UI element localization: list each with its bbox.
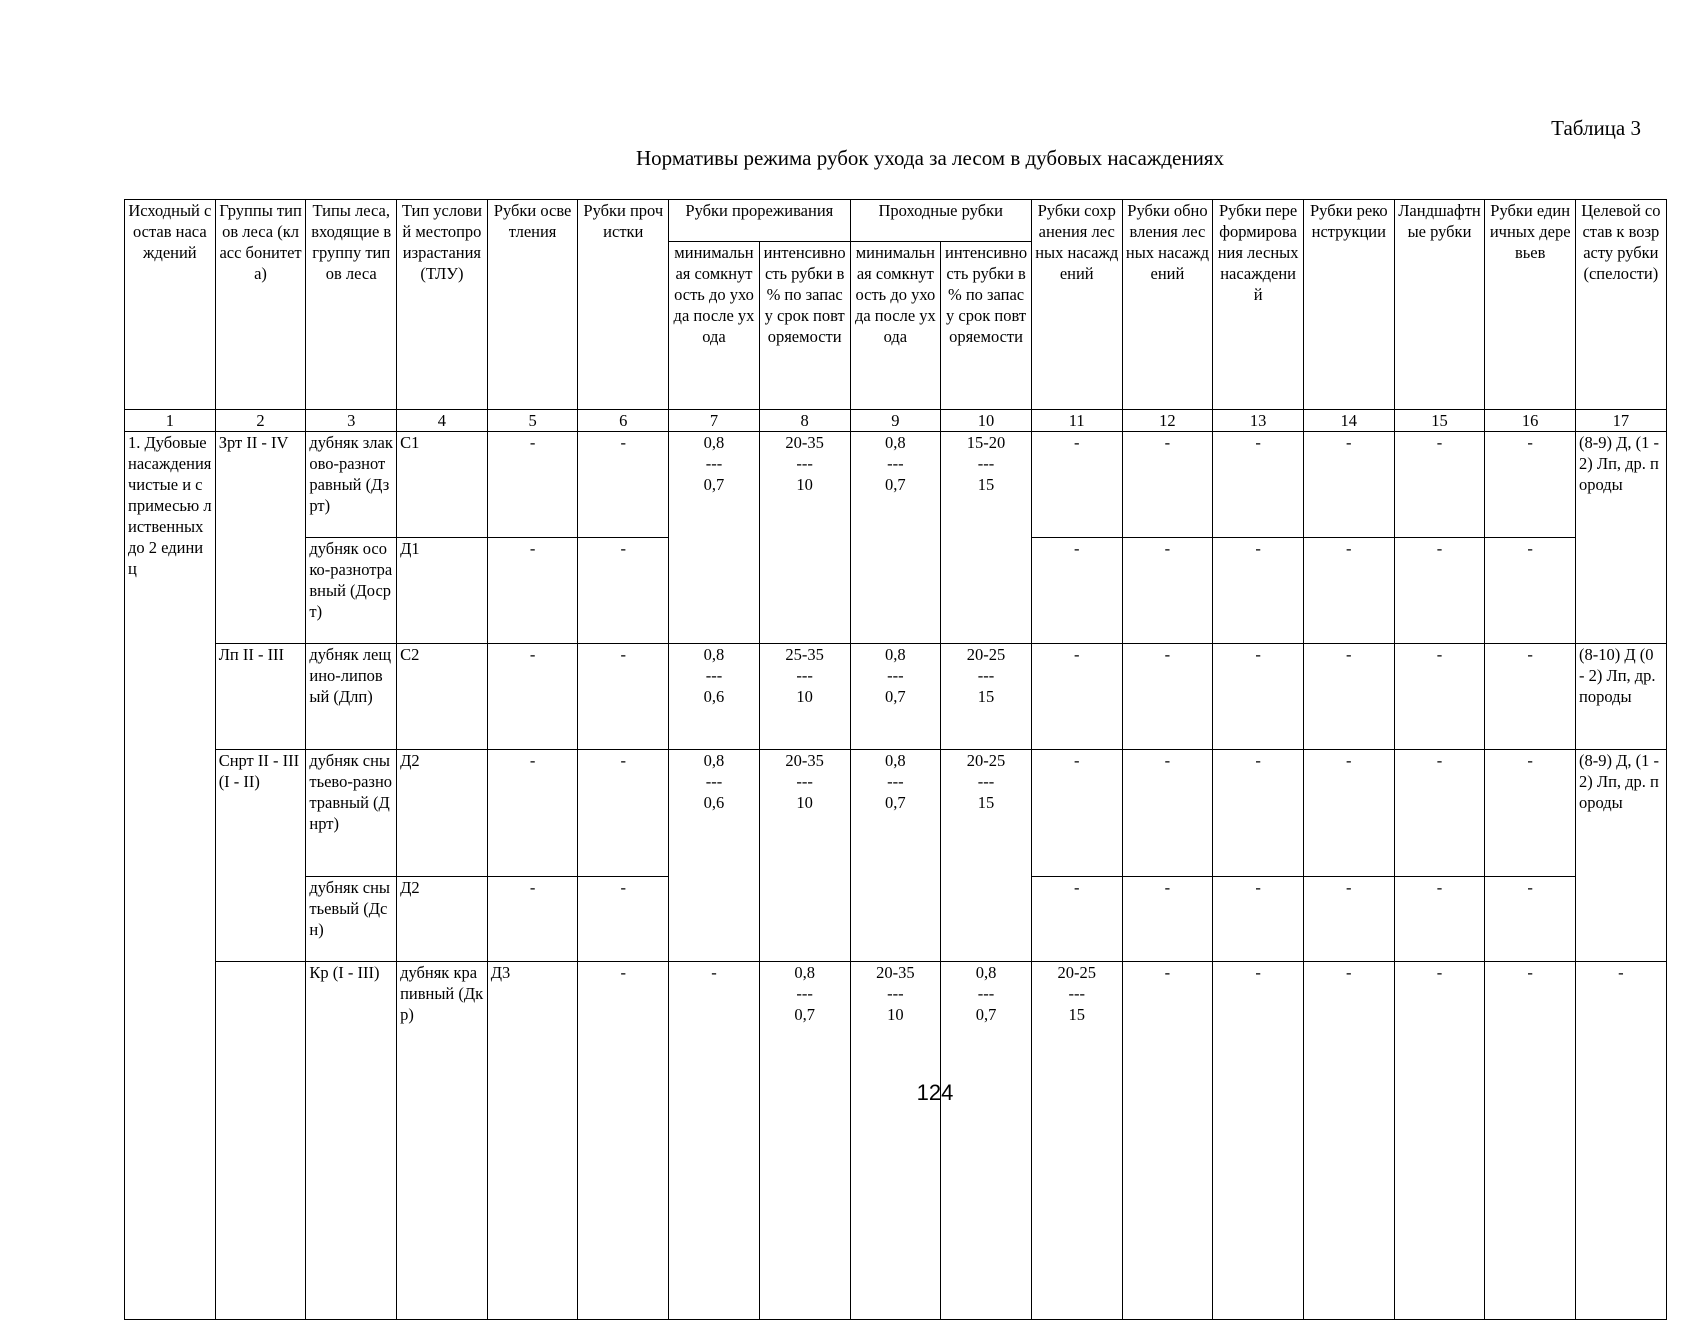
fraction-cell: 25-35 --- 10 [759, 644, 850, 750]
dash-cell: - [578, 962, 669, 1320]
fraction-cell: 0,8 --- 0,7 [850, 644, 941, 750]
dash-cell: - [1122, 962, 1213, 1320]
fraction-cell: 0,8 --- 0,7 [850, 432, 941, 644]
header-cell: минимальная сомкнутость до ухода после ухода [669, 242, 760, 410]
header-cell: Типы леса, входящие в группу типов леса [306, 200, 397, 410]
forest-type-cell: дубняк снытьевый (Дсн) [306, 877, 397, 962]
column-number: 6 [578, 410, 669, 432]
norms-table [124, 199, 1667, 1320]
dash-cell: - [1303, 877, 1394, 962]
dash-cell: - [1303, 538, 1394, 644]
header-cell: Ландшафтные рубки [1394, 200, 1485, 410]
header-cell: интенсивность рубки в % по запасу срок повторяемости [941, 242, 1032, 410]
header-cell: Рубки обновления лесных насаждений [1122, 200, 1213, 410]
header-cell: Тип условий местопроизрастания (ТЛУ) [397, 200, 488, 410]
dash-cell: - [487, 750, 578, 877]
column-number: 2 [215, 410, 306, 432]
header-cell: Целевой состав к возрасту рубки (спелости) [1576, 200, 1667, 410]
dash-cell: - [1394, 962, 1485, 1320]
dash-cell: - [578, 538, 669, 644]
dash-cell: - [1213, 877, 1304, 962]
fraction-cell: 20-25 --- 15 [1031, 962, 1122, 1320]
column-number: 8 [759, 410, 850, 432]
dash-cell: - [578, 750, 669, 877]
target-composition-cell: (8-9) Д, (1 - 2) Лп, др. породы [1576, 432, 1667, 644]
fraction-cell: 20-25 --- 15 [941, 644, 1032, 750]
column-number: 12 [1122, 410, 1213, 432]
tlu-cell: Д1 [397, 538, 488, 644]
fraction-cell: 0,8 --- 0,7 [669, 432, 760, 644]
dash-cell: - [1122, 644, 1213, 750]
header-cell: Рубки сохранения лесных насаждений [1031, 200, 1122, 410]
dash-cell: - [1303, 432, 1394, 538]
dash-cell: - [1031, 750, 1122, 877]
column-number: 10 [941, 410, 1032, 432]
forest-type-cell: дубняк крапивный (Дкр) [397, 962, 488, 1320]
fraction-cell: 20-35 --- 10 [850, 962, 941, 1320]
dash-cell: - [578, 644, 669, 750]
fraction-cell: 15-20 --- 15 [941, 432, 1032, 644]
forest-type-cell: дубняк осоко-разнотравный (Досрт) [306, 538, 397, 644]
dash-cell: - [1485, 962, 1576, 1320]
dash-cell: - [1394, 750, 1485, 877]
dash-cell: - [1122, 877, 1213, 962]
fraction-cell: 20-25 --- 15 [941, 750, 1032, 962]
fraction-cell: 20-35 --- 10 [759, 750, 850, 962]
table-row [125, 432, 1667, 538]
column-number: 13 [1213, 410, 1304, 432]
dash-cell: - [1485, 432, 1576, 538]
fraction-cell: 20-35 --- 10 [759, 432, 850, 644]
column-number: 16 [1485, 410, 1576, 432]
header-cell: Группы типов леса (класс бонитета) [215, 200, 306, 410]
dash-cell: - [1394, 538, 1485, 644]
fraction-cell: 0,8 --- 0,6 [669, 750, 760, 962]
dash-cell: - [1122, 750, 1213, 877]
table-row [125, 962, 1667, 1320]
dash-cell: - [1394, 432, 1485, 538]
dash-cell: - [1213, 432, 1304, 538]
column-number: 7 [669, 410, 760, 432]
fraction-cell: 0,8 --- 0,7 [850, 750, 941, 962]
dash-cell: - [578, 432, 669, 538]
dash-cell: - [1485, 644, 1576, 750]
column-number: 15 [1394, 410, 1485, 432]
dash-cell: - [487, 644, 578, 750]
dash-cell: - [487, 538, 578, 644]
dash-cell: - [1213, 644, 1304, 750]
dash-cell: - [1576, 962, 1667, 1320]
dash-cell: - [487, 877, 578, 962]
forest-type-cell: дубняк снытьево-разнотравный (Днрт) [306, 750, 397, 877]
dash-cell: - [487, 432, 578, 538]
header-cell: минимальная сомкнутость до ухода после ухода [850, 242, 941, 410]
table-label: Таблица 3 [1551, 116, 1641, 140]
tlu-cell: Д3 [487, 962, 578, 1320]
dash-cell: - [1394, 877, 1485, 962]
dash-cell: - [1031, 877, 1122, 962]
dash-cell: - [578, 877, 669, 962]
header-cell: Проходные рубки [850, 200, 1031, 242]
header-cell: Рубки осветления [487, 200, 578, 410]
column-number: 1 [125, 410, 216, 432]
tlu-cell: Д2 [397, 750, 488, 877]
dash-cell: - [1122, 538, 1213, 644]
fraction-cell: 0,8 --- 0,7 [941, 962, 1032, 1320]
group-cell: Зрт II - IV [215, 432, 306, 644]
dash-cell: - [1485, 877, 1576, 962]
dash-cell: - [1213, 750, 1304, 877]
group-cell: Лп II - III [215, 644, 306, 750]
header-cell: Исходный состав насаждений [125, 200, 216, 410]
composition-cell: 1. Дубовые насаждения чистые и с примесью лиственных до 2 единиц [125, 432, 216, 1320]
table-row [125, 644, 1667, 750]
dash-cell: - [1485, 538, 1576, 644]
column-number: 3 [306, 410, 397, 432]
dash-cell: - [1031, 538, 1122, 644]
tlu-cell: С2 [397, 644, 488, 750]
column-numbers-row [125, 410, 1667, 432]
table-row [125, 750, 1667, 877]
tlu-cell: С1 [397, 432, 488, 538]
group-cell: Кр (I - III) [306, 962, 397, 1320]
dash-cell: - [669, 962, 760, 1320]
header-cell: Рубки прореживания [669, 200, 850, 242]
fraction-cell: 0,8 --- 0,7 [759, 962, 850, 1320]
header-cell: Рубки прочистки [578, 200, 669, 410]
group-cell: Снрт II - III (I - II) [215, 750, 306, 962]
header-cell: Рубки единичных деревьев [1485, 200, 1576, 410]
column-number: 5 [487, 410, 578, 432]
document-title: Нормативы режима рубок ухода за лесом в дубовых насаждениях [636, 146, 1224, 170]
composition-empty-cell [215, 962, 306, 1320]
dash-cell: - [1303, 962, 1394, 1320]
header-row [125, 200, 1667, 242]
forest-type-cell: дубняк злаково-разнотравный (Дзрт) [306, 432, 397, 538]
target-composition-cell: (8-10) Д (0 - 2) Лп, др. породы [1576, 644, 1667, 750]
column-number: 4 [397, 410, 488, 432]
column-number: 14 [1303, 410, 1394, 432]
dash-cell: - [1303, 750, 1394, 877]
dash-cell: - [1031, 432, 1122, 538]
tlu-cell: Д2 [397, 877, 488, 962]
dash-cell: - [1213, 538, 1304, 644]
dash-cell: - [1303, 644, 1394, 750]
header-cell: интенсивность рубки в % по запасу срок повторяемости [759, 242, 850, 410]
fraction-cell: 0,8 --- 0,6 [669, 644, 760, 750]
dash-cell: - [1394, 644, 1485, 750]
forest-type-cell: дубняк лещино-липовый (Длп) [306, 644, 397, 750]
dash-cell: - [1122, 432, 1213, 538]
target-composition-cell: (8-9) Д, (1 - 2) Лп, др. породы [1576, 750, 1667, 962]
header-cell: Рубки реконструкции [1303, 200, 1394, 410]
dash-cell: - [1213, 962, 1304, 1320]
page-number: 124 [916, 1080, 954, 1105]
column-number: 17 [1576, 410, 1667, 432]
column-number: 11 [1031, 410, 1122, 432]
column-number: 9 [850, 410, 941, 432]
dash-cell: - [1485, 750, 1576, 877]
dash-cell: - [1031, 644, 1122, 750]
header-cell: Рубки переформирования лесных насаждений [1213, 200, 1304, 410]
